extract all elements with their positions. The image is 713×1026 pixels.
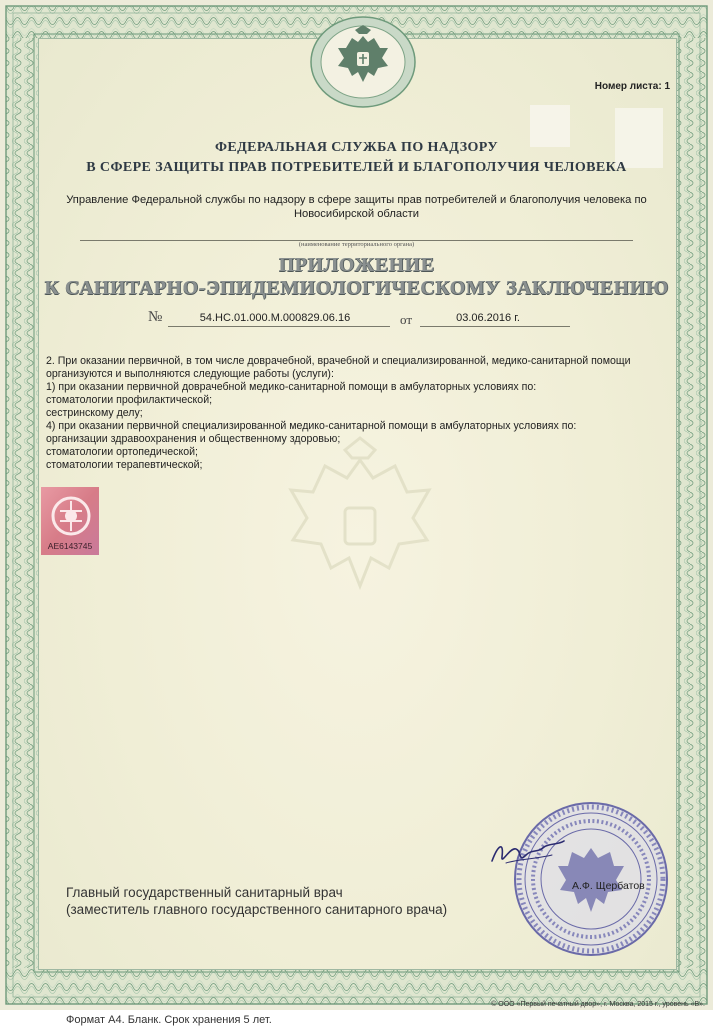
document-title-line-2: К САНИТАРНО-ЭПИДЕМИОЛОГИЧЕСКОМУ ЗАКЛЮЧЕНИЮ — [44, 277, 669, 299]
format-note: Формат А4. Бланк. Срок хранения 5 лет. — [66, 1014, 272, 1026]
regional-office-line-2: Новосибирской области — [293, 208, 420, 220]
eagle-emblem-icon — [308, 14, 418, 110]
hologram-sticker-icon — [41, 487, 99, 555]
services-list — [46, 355, 666, 472]
number-underline — [168, 326, 390, 327]
body-line: организуются и выполняются следующие работы (услуги): — [46, 368, 334, 380]
body-line: 1) при оказании первичной доврачебной медико-санитарной помощи в амбулаторных условиях по: — [46, 381, 537, 393]
conclusion-number: 54.НС.01.000.М.000829.06.16 — [199, 312, 351, 324]
date-underline — [420, 326, 570, 327]
signer-name: А.Ф. Щербатов — [572, 880, 645, 892]
regional-office-line-1: Управление Федеральной службы по надзору в сфере защиты прав потребителей и благополучия человека по — [66, 194, 647, 206]
body-line: 2. При оказании первичной, в том числе доврачебной, врачебной и специализированной, медико-санитарной помощи — [46, 355, 631, 367]
regional-office — [60, 193, 653, 221]
body-line: стоматологии профилактической; — [46, 394, 213, 406]
agency-name-line-1: ФЕДЕРАЛЬНАЯ СЛУЖБА ПО НАДЗОРУ — [214, 140, 499, 155]
blank-field — [615, 108, 663, 168]
body-line: 4) при оказании первичной специализированной медико-санитарной помощи в амбулаторных условиях по: — [46, 420, 577, 432]
regional-office-caption: (наименование территориального органа) — [298, 241, 415, 248]
agency-name-line-2: В СФЕРЕ ЗАЩИТЫ ПРАВ ПОТРЕБИТЕЛЕЙ И БЛАГОПОЛУЧИЯ ЧЕЛОВЕКА — [86, 160, 627, 175]
officer-title-line-2: (заместитель главного государственного санитарного врача) — [66, 902, 448, 917]
number-sign: № — [148, 309, 163, 325]
sheet-number: Номер листа: 1 — [594, 81, 670, 92]
body-line: стоматологии терапевтической; — [46, 459, 203, 471]
date-separator: от — [400, 312, 413, 327]
conclusion-date: 03.06.2016 г. — [456, 312, 520, 324]
signature-icon — [488, 835, 568, 869]
body-line: сестринскому делу; — [46, 407, 143, 419]
body-line: организации здравоохранения и общественному здоровью; — [46, 433, 341, 445]
officer-title-line-1: Главный государственный санитарный врач — [66, 885, 343, 900]
document-title-line-1: ПРИЛОЖЕНИЕ — [278, 254, 435, 276]
hologram-serial: АЕ6143745 — [47, 541, 93, 551]
official-seal-icon — [512, 800, 670, 958]
body-line: стоматологии ортопедической; — [46, 446, 198, 458]
printer-note: © ООО «Первый печатный двор», г. Москва, 2015 г., уровень «В». — [491, 1001, 705, 1008]
